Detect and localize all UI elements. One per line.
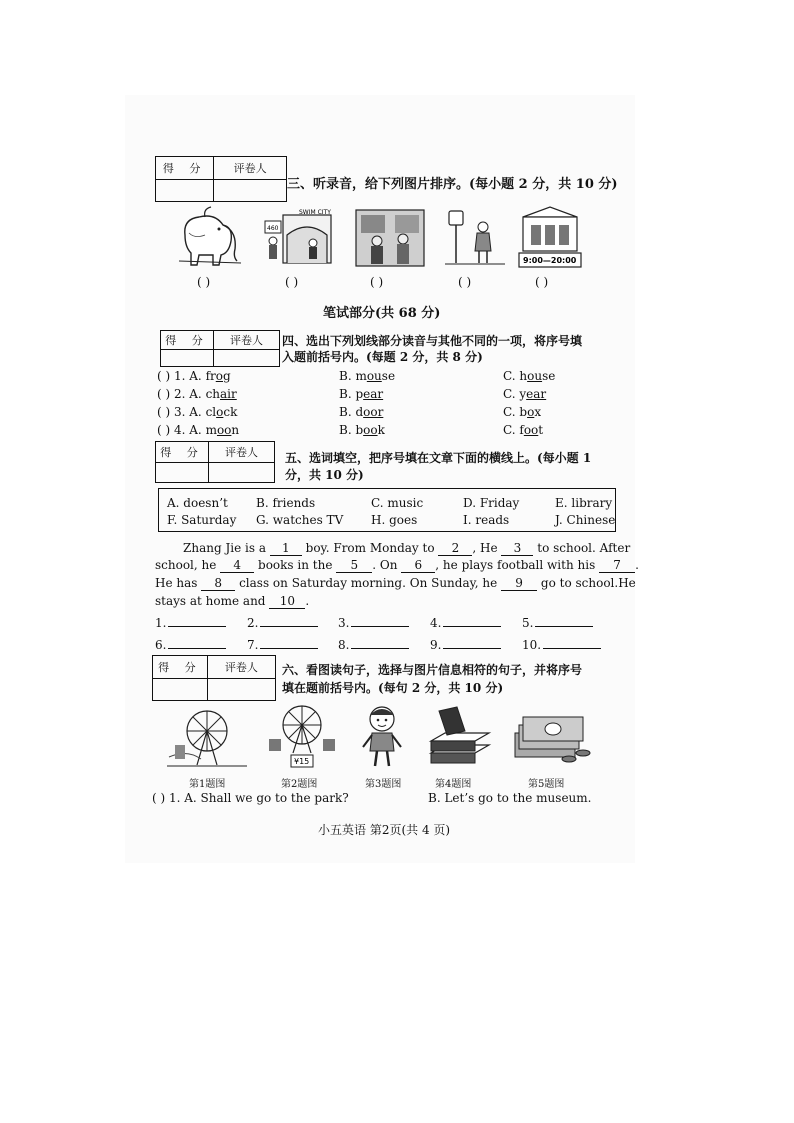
score-box-section3 xyxy=(155,156,287,202)
blank-9[interactable]: 9 xyxy=(501,576,537,591)
answer-line-5[interactable]: 5. xyxy=(522,616,593,630)
word-bank-item: B. friends xyxy=(256,496,316,510)
blank-2[interactable]: 2 xyxy=(438,541,472,556)
q4-option-c: C. house xyxy=(503,369,556,383)
ticket-price: 460 xyxy=(267,225,279,232)
blank-4[interactable]: 4 xyxy=(220,558,254,573)
word-bank-item: H. goes xyxy=(371,513,418,527)
swim-city-sign: SWIM CITY xyxy=(299,209,331,216)
q4-option-b: B. door xyxy=(339,405,384,419)
answer-paren-3[interactable]: ( ) xyxy=(370,275,384,289)
score-label: 得 分 xyxy=(161,331,214,349)
q4-option-b: B. pear xyxy=(339,387,384,401)
word-bank-item: I. reads xyxy=(463,513,510,527)
section6-q1: ( ) 1. A. Shall we go to the park? xyxy=(152,791,349,805)
q4-option-a: ( ) 4. A. moon xyxy=(157,423,240,437)
q4-option-c: C. box xyxy=(503,405,542,419)
answer-paren-1[interactable]: ( ) xyxy=(197,275,211,289)
answer-paren-2[interactable]: ( ) xyxy=(285,275,299,289)
caption-4: 第4题图 xyxy=(435,779,472,790)
grader-label: 评卷人 xyxy=(233,162,267,175)
section5-title-line1: 五、选词填空，把序号填在文章下面的横线上。(每小题 1 xyxy=(285,451,592,465)
score-box-section6 xyxy=(152,655,276,701)
q4-option-a: ( ) 2. A. chair xyxy=(157,387,237,401)
q4-option-c: C. foot xyxy=(503,423,544,437)
section5-title-line2: 分，共 10 分) xyxy=(285,468,364,482)
word-bank-item: G. watches TV xyxy=(256,513,344,527)
answer-line-8[interactable]: 8. xyxy=(338,638,409,652)
page-footer: 小五英语 第2页(共 4 页) xyxy=(318,823,451,837)
caption-2: 第2题图 xyxy=(281,779,318,790)
blank-1[interactable]: 1 xyxy=(270,541,302,556)
written-section-header: 笔试部分(共 68 分) xyxy=(323,306,441,321)
boy-picture xyxy=(357,703,407,769)
q4-option-a: ( ) 1. A. frog xyxy=(157,369,231,383)
ferris-wheel-picture xyxy=(265,703,339,769)
caption-5: 第5题图 xyxy=(528,779,565,790)
answer-line-4[interactable]: 4. xyxy=(430,616,501,630)
blank-6[interactable]: 6 xyxy=(401,558,435,573)
answer-line-3[interactable]: 3. xyxy=(338,616,409,630)
score-label: 得 分 xyxy=(156,157,214,179)
answer-line-2[interactable]: 2. xyxy=(247,616,318,630)
answer-line-7[interactable]: 7. xyxy=(247,638,318,652)
price-tag: ¥15 xyxy=(294,757,310,766)
elephant-picture xyxy=(175,205,243,269)
blank-3[interactable]: 3 xyxy=(501,541,533,556)
section6-title-line1: 六、看图读句子，选择与图片信息相符的句子，并将序号 xyxy=(282,663,583,677)
blank-8[interactable]: 8 xyxy=(201,576,235,591)
answer-line-6[interactable]: 6. xyxy=(155,638,226,652)
answer-line-10[interactable]: 10. xyxy=(522,638,601,652)
score-box-section4 xyxy=(160,330,280,367)
answer-paren-5[interactable]: ( ) xyxy=(535,275,549,289)
section3-title: 三、听录音，给下列图片排序。(每小题 2 分，共 10 分) xyxy=(287,177,618,192)
blank-10[interactable]: 10 xyxy=(269,594,305,609)
word-bank-item: J. Chinese xyxy=(555,513,616,527)
score-label: 得 分 xyxy=(153,656,208,678)
score-box-section5 xyxy=(155,441,275,483)
q4-option-c: C. year xyxy=(503,387,547,401)
section6-title-line2: 填在题前括号内。(每句 2 分，共 10 分) xyxy=(282,681,504,695)
q4-option-b: B. mouse xyxy=(339,369,396,383)
passage-line-3: He has 8 class on Saturday morning. On Sunday, he 9 go to school.He xyxy=(155,576,636,590)
word-bank-item: E. library xyxy=(555,496,613,510)
q4-option-b: B. book xyxy=(339,423,385,437)
passage-line-2: school, he 4 books in the 5 . On 6 , he plays football with his 7 . xyxy=(155,558,639,572)
score-label: 得 分 xyxy=(156,442,209,462)
money-picture xyxy=(509,709,593,765)
blank-7[interactable]: 7 xyxy=(599,558,635,573)
swim-city-picture xyxy=(263,205,335,269)
library-building-picture xyxy=(517,205,583,269)
hours-text: 9:00—20:00 xyxy=(523,256,577,265)
grader-label: 评卷人 xyxy=(224,446,258,459)
grader-label: 评卷人 xyxy=(224,661,258,674)
caption-1: 第1题图 xyxy=(189,779,226,790)
park-picture xyxy=(167,705,247,769)
q4-option-a: ( ) 3. A. clock xyxy=(157,405,238,419)
passage-line-4: stays at home and 10 . xyxy=(155,594,310,608)
word-bank-item: C. music xyxy=(371,496,424,510)
word-bank-item: F. Saturday xyxy=(167,513,237,527)
books-picture xyxy=(425,705,495,767)
exam-page xyxy=(125,95,639,863)
caption-3: 第3题图 xyxy=(365,779,402,790)
answer-line-9[interactable]: 9. xyxy=(430,638,501,652)
classroom-picture xyxy=(355,209,425,267)
bus-stop-picture xyxy=(445,207,505,269)
section4-title-line1: 四、选出下列划线部分读音与其他不同的一项，将序号填 xyxy=(282,334,583,348)
section4-title-line2: 入题前括号内。(每题 2 分，共 8 分) xyxy=(282,350,483,364)
word-bank-item: D. Friday xyxy=(463,496,520,510)
section6-q1-option-b: B. Let’s go to the museum. xyxy=(428,791,592,805)
blank-5[interactable]: 5 xyxy=(336,558,372,573)
passage-line-1: Zhang Jie is a 1 boy. From Monday to 2 , He 3 to school. After xyxy=(183,541,631,555)
grader-label: 评卷人 xyxy=(229,333,263,347)
answer-line-1[interactable]: 1. xyxy=(155,616,226,630)
word-bank-item: A. doesn’t xyxy=(167,496,228,510)
answer-paren-4[interactable]: ( ) xyxy=(458,275,472,289)
